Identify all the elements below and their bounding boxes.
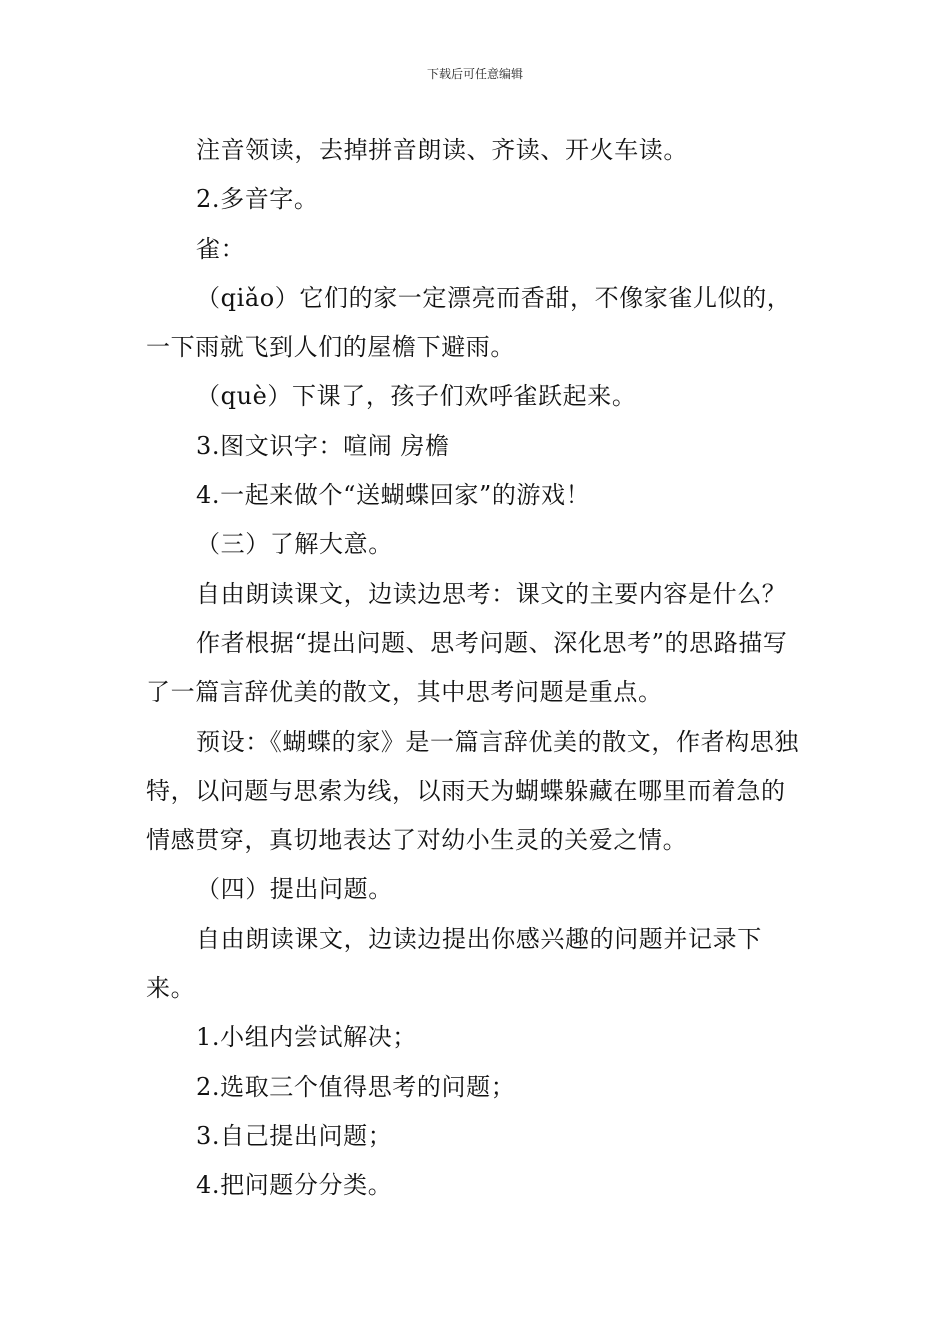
paragraph-que-example: （què）下课了，孩子们欢呼雀跃起来。 [196,382,637,411]
document-body [146,126,810,1211]
section-heading-four: （四）提出问题。 [196,875,393,904]
list-item-classify-questions: 4.把问题分分类。 [196,1171,393,1200]
paragraph-ask-questions: 自由朗读课文，边读边提出你感兴趣的问题并记录下来。 [146,924,762,1003]
paragraph-free-reading: 自由朗读课文，边读边思考：课文的主要内容是什么？ [196,579,787,608]
list-item-group-solve: 1.小组内尝试解决； [196,1023,417,1052]
list-item-select-questions: 2.选取三个值得思考的问题； [196,1072,516,1101]
paragraph-preset-answer: 预设：《蝴蝶的家》是一篇言辞优美的散文，作者构思独特，以问题与思索为线，以雨天为蝴蝶躲藏在哪里而着急的情感贯穿，真切地表达了对幼小生灵的关爱之情。 [146,727,799,855]
section-heading-three: （三）了解大意。 [196,530,393,559]
paragraph-author-approach: 作者根据“提出问题、思考问题、深化思考”的思路描写了一篇言辞优美的散文，其中思考问题是重点。 [146,628,788,707]
list-item-own-questions: 3.自己提出问题； [196,1121,393,1150]
paragraph-que-character: 雀： [196,234,246,263]
paragraph-qiao-example: （qiǎo）它们的家一定漂亮而香甜，不像家雀儿似的，一下雨就飞到人们的屋檐下避雨。 [146,283,792,362]
paragraph-butterfly-game: 4.一起来做个“送蝴蝶回家”的游戏！ [196,481,591,510]
page-header: 下载后可任意编辑 [426,67,523,81]
paragraph-picture-literacy: 3.图文识字：喧闹 房檐 [196,431,450,460]
paragraph-reading-methods: 注音领读，去掉拼音朗读、齐读、开火车读。 [196,136,688,164]
paragraph-polyphonic-heading: 2.多音字。 [196,185,319,214]
